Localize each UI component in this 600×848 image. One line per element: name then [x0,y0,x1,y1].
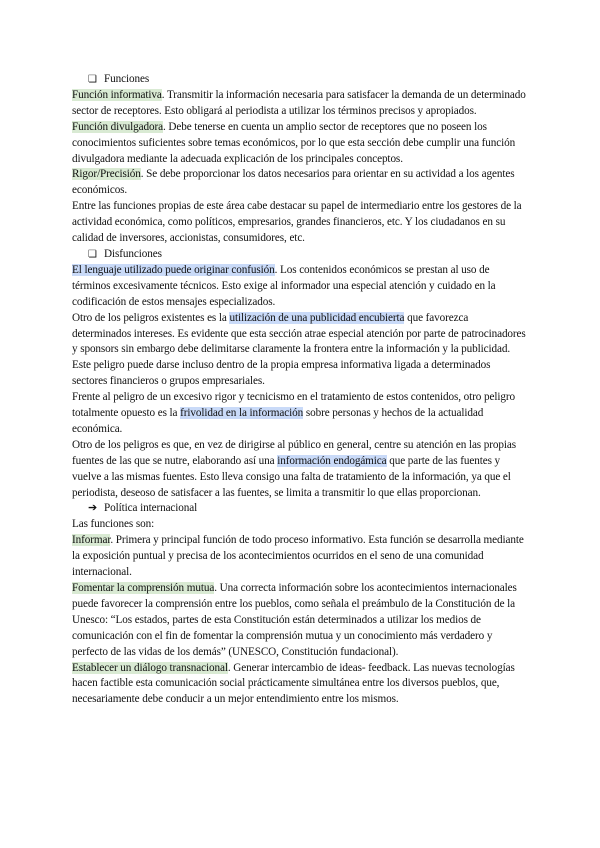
highlight-dialogo-transnacional: Establecer un diálogo transnacional [72,661,228,674]
paragraph-funcion-informativa: Función informativa. Transmitir la información necesaria para satisfacer la demanda de un determinado sector de receptores. Esto obligará al periodista a utilizar los términos precisos y apropiados. [72,88,526,117]
paragraph-funciones-son: Las funciones son: [72,518,155,531]
highlight-publicidad-encubierta: utilización de una publicidad encubierta [229,311,405,324]
highlight-funcion-informativa: Función informativa [72,88,162,101]
paragraph-publicidad-encubierta: Otro de los peligros existentes es la utilización de una publicidad encubierta que favorezca determinados intereses. Es evidente que esta sección atrae especial atención por parte de patrocinadores y sponsors sin embargo debe delimitarse claramente la frontera entre la información y la publicidad. Este peligro puede darse incluso dentro de la propia empresa informativa ligada a determinados sectores financieros o grupos empresariales. [72,311,526,388]
heading-funciones: ❏ Funciones [72,72,528,88]
heading-disfunciones: ❏ Disfunciones [72,247,528,263]
checkbox-square-icon: ❏ [88,248,97,260]
highlight-informar: Informar [72,534,111,547]
highlight-funcion-divulgadora: Función divulgadora [72,120,164,133]
checkbox-square-icon: ❏ [88,74,97,85]
paragraph-comprension-mutua: Fomentar la comprensión mutua. Una correcta información sobre los acontecimientos internacionales puede favorecer la comprensión entre los pueblos, como señala el preámbulo de la Constitución de la Unesco: “Los estados, partes de esta Constitución están determinados a utilizar los medios de comunicación con el fin de fomentar la comprensión mutua y un conocimiento más verdadero y perfecto de las vidas de los demás” (UNESCO, Constitución fundacional). [72,582,517,658]
highlight-endogamica: información endogámica [277,454,387,467]
paragraph-lenguaje: El lenguaje utilizado puede originar confusión. Los contenidos económicos se prestan al uso de términos excesivamente técnicos. Esto exige al informador una especial atención y cuidado en la codificación de estos mensajes especializados. [72,263,496,308]
right-arrow-icon: ➔ [88,502,98,515]
paragraph-intermediario: Entre las funciones propias de este área cabe destacar su papel de intermediario entre los gestores de la actividad económica, como políticos, empresarios, grandes financieros, etc. Y los ciudadanos en su calidad de inversores, accionistas, consumidores, etc. [72,200,522,245]
paragraph-informar: Informar. Primera y principal función de todo proceso informativo. Esta función se desarrolla mediante la exposición puntual y precisa de los acontecimientos ocurridos en el seno de una comunidad internacional. [72,534,524,579]
paragraph-rigor-precision: Rigor/Precisión. Se debe proporcionar los datos necesarios para orientar en su actividad a los agentes económicos. [72,168,515,197]
paragraph-frivolidad: Frente al peligro de un excesivo rigor y tecnicismo en el tratamiento de estos contenidos, otro peligro totalmente opuesto es la frivolidad en la información sobre personas y hechos de la actualidad económica. [72,391,515,435]
heading-politica-internacional: ➔ Política internacional [72,501,528,517]
document-body [72,72,528,708]
highlight-comprension-mutua: Fomentar la comprensión mutua [72,582,215,594]
highlight-lenguaje: El lenguaje utilizado puede originar confusión [72,263,275,276]
paragraph-endogamica: Otro de los peligros es que, en vez de dirigirse al público en general, centre su atención en las propias fuentes de las que se nutre, elaborando así una información endogámica que parte de las fuentes y vuelve a las mismas fuentes. Esto lleva consigo una falta de tratamiento de la información, ya que el periodista, deseoso de satisfacer a las fuentes, se limita a transmitir lo que ellas proporcionan. [72,438,516,499]
highlight-frivolidad: frivolidad en la información [180,407,304,420]
paragraph-dialogo-transnacional: Establecer un diálogo transnacional. Generar intercambio de ideas- feedback. Las nuevas tecnologías hacen factible esta comunicación social prácticamente simultánea entre los diversos pueblos, que, necesariamente debe conducir a un mejor entendimiento entre los mismos. [72,661,515,706]
highlight-rigor-precision: Rigor/Precisión [72,168,141,181]
paragraph-funcion-divulgadora: Función divulgadora. Debe tenerse en cuenta un amplio sector de receptores que no poseen los conocimientos suficientes sobre temas económicos, por lo que esta sección debe cumplir una función divulgadora mediante la adecuada explicación de los principales conceptos. [72,120,516,165]
